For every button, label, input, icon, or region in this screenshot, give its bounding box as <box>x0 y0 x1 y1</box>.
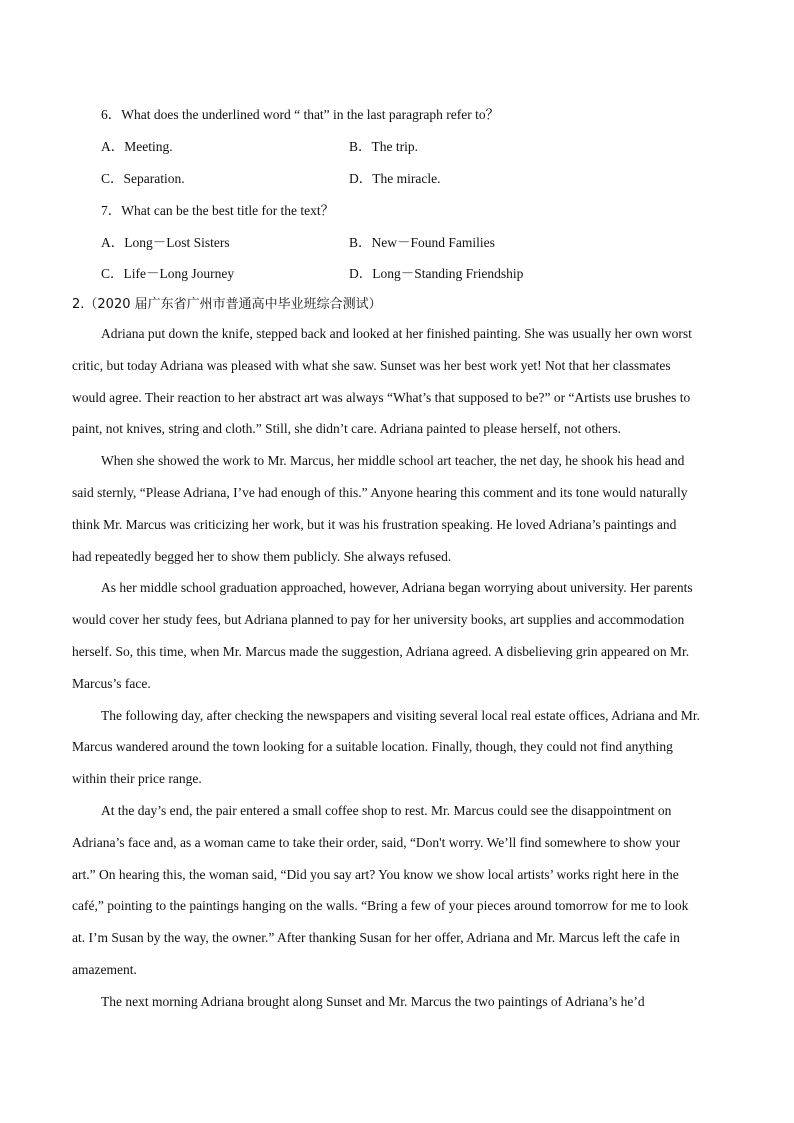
q7-option-c: C．Life－Long Journey <box>101 266 235 281</box>
q6-option-d: D．The miracle. <box>349 171 441 186</box>
passage-line: Adriana’s face and, as a woman came to take their order, said, “Don't worry. We’ll find somewhere to show your <box>72 835 681 850</box>
passage-line: Adriana put down the knife, stepped back and looked at her finished painting. She was usually her own worst <box>101 326 692 341</box>
passage-line: think Mr. Marcus was criticizing her work, but it was his frustration speaking. He loved Adriana’s paintings and <box>72 517 677 532</box>
question-6: 6．What does the underlined word “ that” in the last paragraph refer to？ <box>101 107 500 122</box>
q7-option-a: A．Long－Lost Sisters <box>101 235 230 250</box>
q6-option-a: A．Meeting. <box>101 139 173 154</box>
passage-line: critic, but today Adriana was pleased with what she saw. Sunset was her best work yet! Not that her classmates <box>72 358 671 373</box>
q7-option-d: D．Long－Standing Friendship <box>349 266 524 281</box>
passage-line: amazement. <box>72 962 137 977</box>
passage-line: would agree. Their reaction to her abstract art was always “What’s that supposed to be?” or “Artists use brushes to <box>72 390 691 405</box>
passage-line: At the day’s end, the pair entered a small coffee shop to rest. Mr. Marcus could see the disappointment on <box>101 803 672 818</box>
passage-line: The following day, after checking the newspapers and visiting several local real estate offices, Adriana and Mr. <box>101 708 701 723</box>
passage-line: within their price range. <box>72 771 202 786</box>
passage-line: Marcus’s face. <box>72 676 151 691</box>
passage-line: paint, not knives, string and cloth.” Still, she didn’t care. Adriana painted to please herself, not others. <box>72 421 621 436</box>
q6-option-c: C．Separation. <box>101 171 185 186</box>
passage-line: would cover her study fees, but Adriana planned to pay for her university books, art supplies and accommodation <box>72 612 685 627</box>
passage-line: When she showed the work to Mr. Marcus, her middle school art teacher, the net day, he shook his head and <box>101 453 685 468</box>
section-source-heading: 2.（2020 届广东省广州市普通高中毕业班综合测试） <box>72 297 382 312</box>
passage-line: had repeatedly begged her to show them publicly. She always refused. <box>72 549 452 564</box>
passage-line: art.” On hearing this, the woman said, “Did you say art? You know we show local artists’ works right here in the <box>72 867 679 882</box>
q7-option-b: B．New－Found Families <box>349 235 495 250</box>
passage-line: As her middle school graduation approached, however, Adriana began worrying about university. Her parents <box>101 580 693 595</box>
passage-line: Marcus wandered around the town looking for a suitable location. Finally, though, they could not find anything <box>72 739 673 754</box>
passage-line: at. I’m Susan by the way, the owner.” After thanking Susan for her offer, Adriana and Mr. Marcus left the cafe in <box>72 930 680 945</box>
passage-line: The next morning Adriana brought along Sunset and Mr. Marcus the two paintings of Adriana’s he’d <box>101 994 645 1009</box>
question-7: 7．What can be the best title for the text？ <box>101 203 335 218</box>
q6-option-b: B．The trip. <box>349 139 418 154</box>
passage-line: café,” pointing to the paintings hanging on the walls. “Bring a few of your pieces around tomorrow for me to look <box>72 898 689 913</box>
passage-line: herself. So, this time, when Mr. Marcus made the suggestion, Adriana agreed. A disbelieving grin appeared on Mr. <box>72 644 690 659</box>
passage-line: said sternly, “Please Adriana, I’ve had enough of this.” Anyone hearing this comment and its tone would naturally <box>72 485 688 500</box>
